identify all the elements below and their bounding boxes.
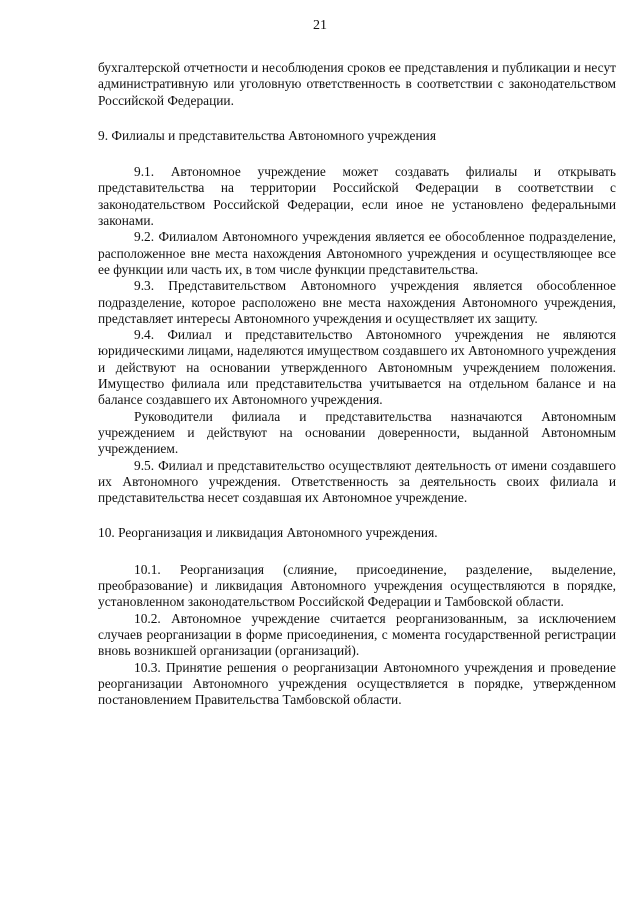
paragraph-10-1: 10.1. Реорганизация (слияние, присоединение, разделение, выделение, преобразование) и ликвидация Автономного учреждения осуществляются в порядке, установленном законодательством Российской Федерации и Тамбовской области.: [98, 561, 616, 610]
paragraph-9-4: 9.4. Филиал и представительство Автономного учреждения не являются юридическими лицами, наделяются имуществом создавшего их Автономного учреждения и действуют на основании утвержденного Автономным учреждением положения. Имущество филиала или представительства учитывается на отдельном балансе и на балансе создавшего их Автономного учреждения.: [98, 327, 616, 408]
paragraph-9-1: 9.1. Автономное учреждение может создавать филиалы и открывать представительства на территории Российской Федерации в соответствии с законодательством Российской Федерации, если иное не установлено федеральными законами.: [98, 164, 616, 229]
intro-paragraph: бухгалтерской отчетности и несоблюдения сроков ее представления и публикации и несут административную или уголовную ответственность в соответствии с законодательством Российской Федерации.: [98, 60, 616, 108]
section-10-heading: 10. Реорганизация и ликвидация Автономного учреждения.: [98, 525, 438, 541]
paragraph-10-2: 10.2. Автономное учреждение считается реорганизованным, за исключением случаев реорганизации в форме присоединения, с момента государственной регистрации вновь возникшей организации (организаций).: [98, 610, 616, 659]
section-9-heading: 9. Филиалы и представительства Автономного учреждения: [98, 127, 436, 143]
paragraph-10-3: 10.3. Принятие решения о реорганизации Автономного учреждения и проведение реорганизации Автономного учреждения осуществляется в порядке, утвержденном постановлением Правительства Тамбовской области.: [98, 659, 616, 708]
document-body: [98, 60, 616, 708]
paragraph-9-2: 9.2. Филиалом Автономного учреждения является ее обособленное подразделение, расположенное вне места нахождения Автономного учреждения и осуществляющее все ее функции или часть их, в том числе функции представительства.: [98, 229, 616, 277]
paragraph-9-3: 9.3. Представительством Автономного учреждения является обособленное подразделение, которое расположено вне места нахождения Автономного учреждения, представляет интересы Автономного учреждения и осуществляет их защиту.: [98, 278, 616, 326]
paragraph-9-5: 9.5. Филиал и представительство осуществляют деятельность от имени создавшего их Автономного учреждения. Ответственность за деятельность своих филиала и представительства несет создавшая их Автономное учреждение.: [98, 457, 616, 506]
paragraph-9-4-heads: Руководители филиала и представительства назначаются Автономным учреждением и действуют на основании доверенности, выданной Автономным учреждением.: [98, 408, 616, 457]
page-number: 21: [313, 18, 327, 33]
